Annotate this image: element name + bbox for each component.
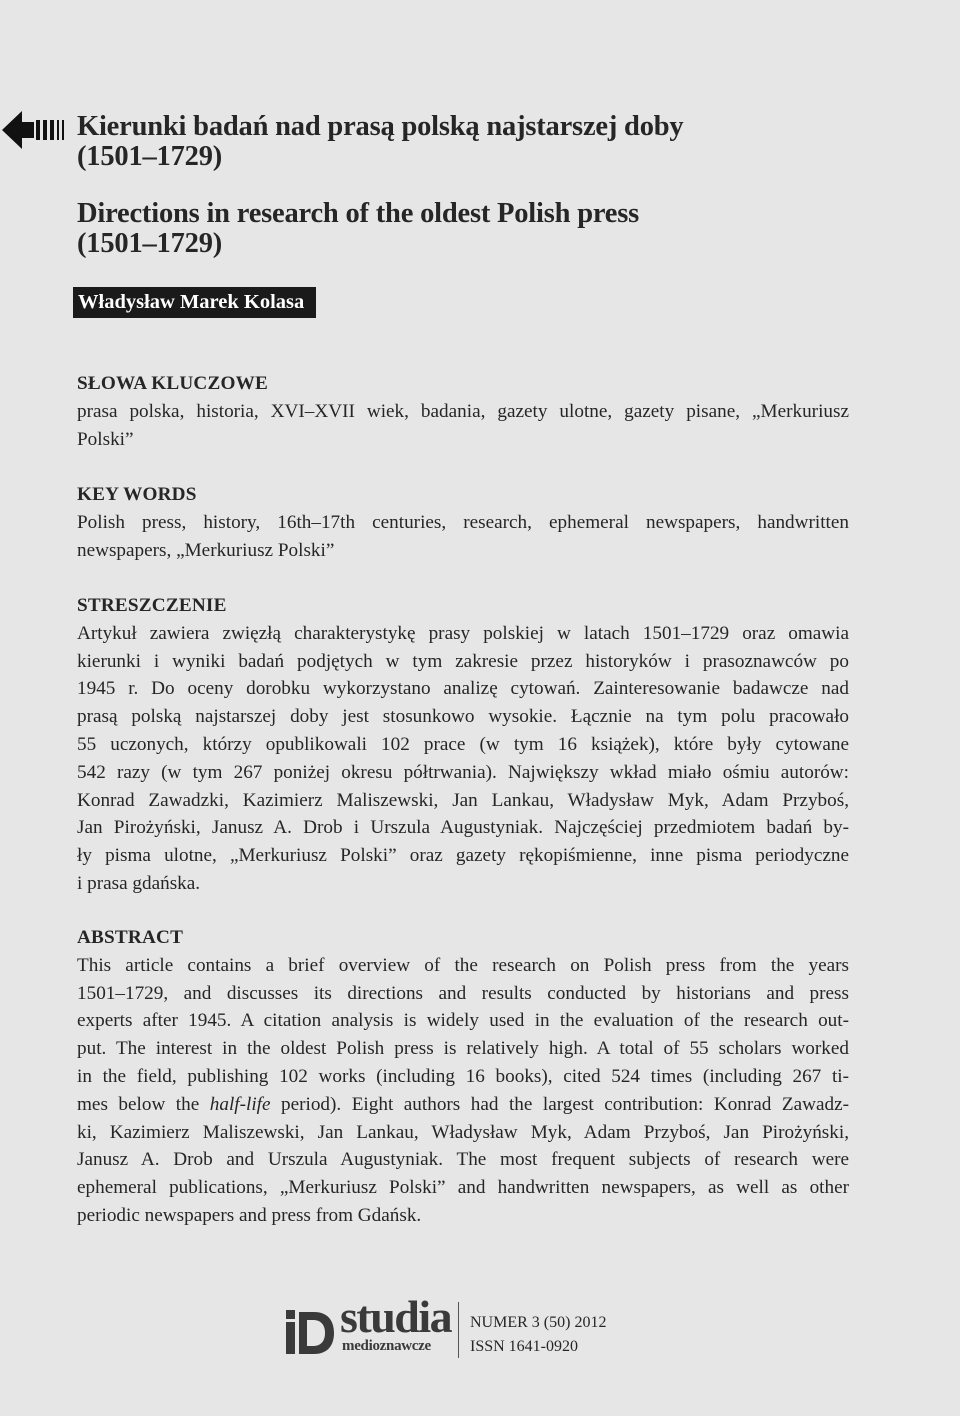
journal-footer <box>284 1291 624 1360</box>
abstract-english-line: put. The interest in the oldest Polish press is relatively high. A total of 55 scholars worked <box>77 1038 849 1060</box>
abstract-english-line: periodic newspapers and press from Gdańsk. <box>77 1204 422 1226</box>
keywords-english-heading: KEY WORDS <box>77 484 197 505</box>
summary-polish-line: 542 razy (w tym 267 poniżej okresu półtrwania). Największy wkład miało ośmiu autorów: <box>77 761 849 783</box>
summary-polish-line: kierunki i wyniki badań podjętych w tym zakresie przez historyków i prasoznawców po <box>77 650 849 672</box>
summary-polish-line: 55 uczonych, którzy opublikowali 102 prace (w tym 16 książek), które były cytowane <box>77 733 849 755</box>
summary-polish-line: i prasa gdańska. <box>77 872 201 894</box>
footer-divider <box>458 1302 459 1358</box>
keywords-polish-line: prasa polska, historia, XVI–XVII wiek, badania, gazety ulotne, gazety pisane, „Merkuriusz <box>77 400 849 422</box>
author-name: Władysław Marek Kolasa <box>73 287 316 318</box>
journal-logo-word: studia <box>340 1291 452 1342</box>
abstract-english-section <box>77 924 849 1230</box>
summary-polish-line: Jan Pirożyński, Janusz A. Drob i Urszula Augustyniak. Najczęściej przedmiotem badań by- <box>77 817 849 839</box>
summary-polish-line: Konrad Zawadzki, Kazimierz Maliszewski, Jan Lankau, Władysław Myk, Adam Przyboś, <box>77 789 849 811</box>
abstract-english-line: 1501–1729, and discusses its directions and results conducted by historians and press <box>77 982 849 1004</box>
summary-polish-heading: STRESZCZENIE <box>77 595 227 616</box>
title-english-line2: (1501–1729) <box>77 228 223 259</box>
keywords-polish-heading: SŁOWA KLUCZOWE <box>77 373 268 394</box>
summary-polish-line: ły pisma ulotne, „Merkuriusz Polski” oraz gazety rękopiśmienne, inne pisma periodyczne <box>77 845 849 867</box>
abstract-english-line: ephemeral publications, „Merkuriusz Polski” and handwritten newspapers, as well as other <box>77 1177 849 1199</box>
title-polish-line1: Kierunki badań nad prasą polską najstarszej doby <box>77 111 684 142</box>
keywords-polish-text <box>77 398 849 454</box>
issue-info <box>470 1311 606 1359</box>
abstract-english-line: in the field, publishing 102 works (including 16 books), cited 524 times (including 267 ti- <box>77 1065 849 1087</box>
summary-polish-section <box>77 592 849 898</box>
abstract-english-heading: ABSTRACT <box>77 927 184 948</box>
keywords-english-text <box>77 509 849 565</box>
journal-logo-subword: medioznawcze <box>342 1338 431 1354</box>
abstract-english-line: experts after 1945. A citation analysis is widely used in the evaluation of the research out- <box>77 1010 849 1032</box>
back-arrow-bars-icon[interactable] <box>2 109 70 151</box>
summary-polish-text <box>77 620 849 898</box>
issn-number: ISSN 1641-0920 <box>470 1338 579 1355</box>
title-english-line1: Directions in research of the oldest Polish press <box>77 198 640 229</box>
abstract-english-italic-term: half-life <box>209 1093 271 1115</box>
abstract-english-fragment: period). Eight authors had the largest contribution: Konrad Zawadz- <box>270 1093 849 1115</box>
keywords-polish-section <box>77 370 849 453</box>
title-english <box>77 199 867 259</box>
title-polish <box>77 112 867 172</box>
article-titles <box>77 112 867 259</box>
summary-polish-line: Artykuł zawiera zwięzłą charakterystykę prasy polskiej w latach 1501–1729 oraz omawia <box>77 622 849 644</box>
abstract-english-text <box>77 952 849 1230</box>
keywords-polish-line: Polski” <box>77 428 134 450</box>
summary-polish-line: 1945 r. Do oceny dorobku wykorzystano analizę cytowań. Zainteresowanie badawcze nad <box>77 678 849 700</box>
issue-number: NUMER 3 (50) 2012 <box>470 1314 607 1331</box>
summary-polish-line: prasą polską najstarszej doby jest stosunkowo wysokie. Łącznie na tym polu pracowało <box>77 706 849 728</box>
title-polish-line2: (1501–1729) <box>77 141 223 172</box>
abstract-english-line <box>77 1091 849 1119</box>
id-logo-icon <box>284 1308 336 1356</box>
abstract-english-fragment: mes below the <box>77 1093 210 1115</box>
abstract-english-line: Janusz A. Drob and Urszula Augustyniak. The most frequent subjects of research were <box>77 1149 849 1171</box>
keywords-english-line: Polish press, history, 16th–17th centuries, research, ephemeral newspapers, handwritten <box>77 511 849 533</box>
keywords-english-line: newspapers, „Merkuriusz Polski” <box>77 539 335 561</box>
abstract-english-line: This article contains a brief overview of the research on Polish press from the years <box>77 954 849 976</box>
abstract-english-line: ki, Kazimierz Maliszewski, Jan Lankau, Władysław Myk, Adam Przyboś, Jan Pirożyński, <box>77 1121 849 1143</box>
keywords-english-section <box>77 481 849 564</box>
